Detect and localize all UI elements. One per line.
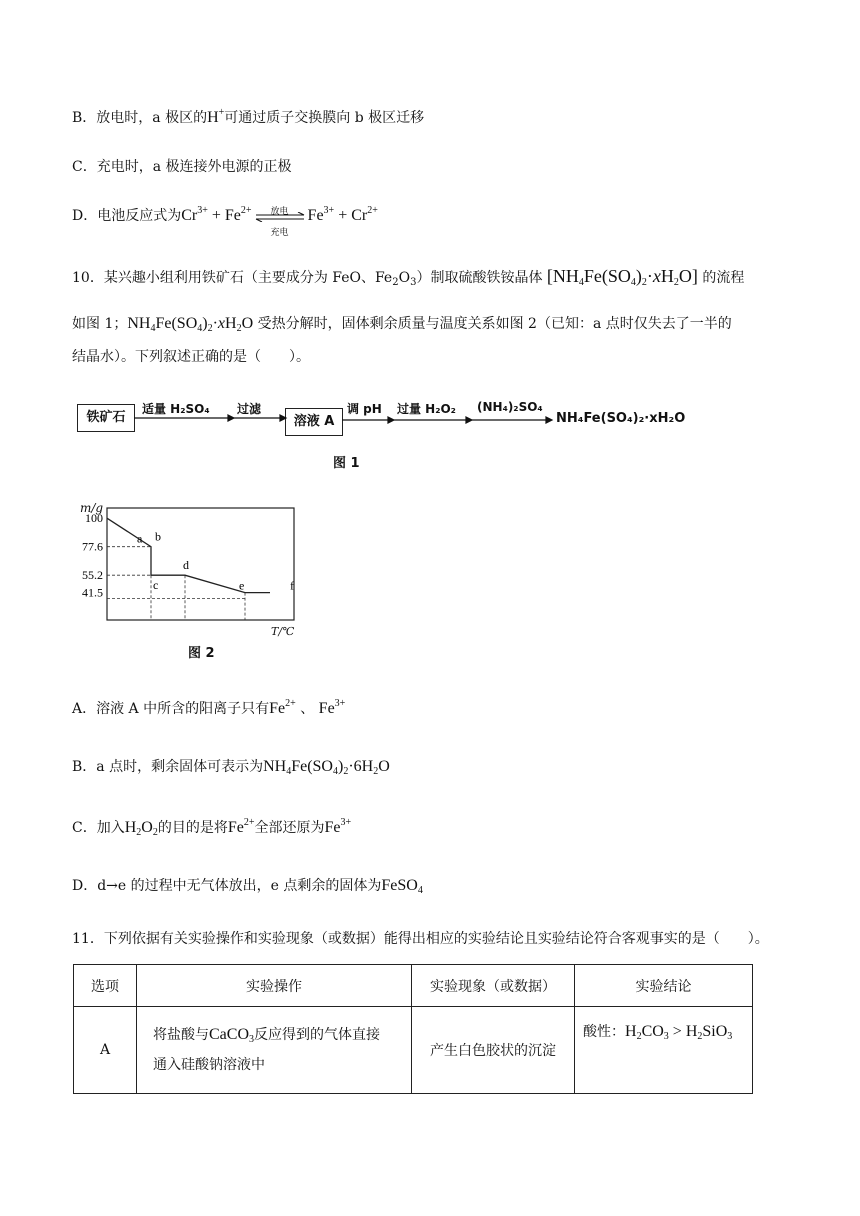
header-option: 选项 <box>74 965 137 1007</box>
mass-curve <box>107 518 270 592</box>
flow-step-ph: 调 pH <box>347 402 382 416</box>
flow-box-solution-a: 溶液 A <box>285 408 343 436</box>
formula-ammonium-iron-sulfate: $[NH_4Fe(SO_4)_2\cdot xH_2O]$ <box>546 266 698 288</box>
row-operation: 将盐酸与CaCO$_3$反应得到的气体直接 通入硅酸钠溶液中 <box>137 1007 412 1094</box>
q11-stem: 11．下列依据有关实验操作和实验现象（或数据）能得出相应的实验结论且实验结论符合客观事实的是（ ）。 <box>72 931 769 947</box>
figure-2-chart <box>70 490 310 670</box>
option-d-prev: D．电池反应式为$Cr^{3+} + Fe^{2+}$ 放电 充电 $Fe^{3+} + Cr^{2+}$ <box>72 205 378 238</box>
flow-box-ore: 铁矿石 <box>77 404 135 432</box>
reversible-arrow-icon: 放电 充电 <box>254 206 306 226</box>
figure-1-caption: 图 1 <box>333 456 360 471</box>
flow-step-h2o2: 过量 H₂O₂ <box>397 402 456 416</box>
q10-option-b: B．a 点时，剩余固体可表示为$NH_4Fe(SO_4)_2\cdot 6H_2O$ <box>72 758 390 777</box>
point-label-d: d <box>183 558 189 573</box>
row-option: A <box>74 1007 137 1094</box>
figure-2-caption: 图 2 <box>188 646 215 661</box>
point-label-c: c <box>153 578 159 593</box>
table-header-row <box>74 965 753 1007</box>
flow-arrows <box>0 0 860 460</box>
q11-table <box>73 964 753 1094</box>
option-b-prev: B．放电时，a 极区的H+可通过质子交换膜向 b 极区迁移 <box>72 107 425 126</box>
point-label-e: e <box>239 578 245 593</box>
h-ion: H+ <box>207 107 225 126</box>
q10-line1: 10．某兴趣小组利用铁矿石（主要成分为 FeO、$Fe_2O_3$）制取硫酸铁铵晶体 $[NH_4Fe(SO_4)_2\cdot xH_2O]$ 的流程 <box>72 266 745 288</box>
row-phenomenon: 产生白色胶状的沉淀 <box>412 1007 575 1094</box>
y-axis-label: m/g <box>80 501 104 515</box>
table-row <box>74 1007 753 1094</box>
point-label-b: b <box>155 529 161 544</box>
q10-line3: 结晶水）。下列叙述正确的是（ ）。 <box>72 349 310 365</box>
flow-step-acid: 适量 H₂SO₄ <box>142 402 210 416</box>
point-label-f: f <box>290 578 294 593</box>
q10-option-c: C．加入$H_2O_2$的目的是将$Fe^{2+}$全部还原为$Fe^{3+}$ <box>72 817 352 838</box>
q10-option-d: D．d→e 的过程中无气体放出，e 点剩余的固体为FeSO$_4$ <box>72 877 423 896</box>
y-tick-label: 100 <box>85 511 103 526</box>
y-tick-label: 77.6 <box>82 539 103 554</box>
x-axis-label: T/℃ <box>271 625 295 638</box>
q10-option-a: A．溶液 A 中所含的阳离子只有$Fe^{2+}$ 、 $Fe^{3+}$ <box>72 698 346 717</box>
y-tick-label: 41.5 <box>82 585 103 600</box>
flow-step-filter: 过滤 <box>237 402 262 416</box>
header-phenomenon: 实验现象（或数据） <box>412 965 575 1007</box>
header-operation: 实验操作 <box>137 965 412 1007</box>
header-conclusion: 实验结论 <box>575 965 753 1007</box>
point-label-a: a <box>137 531 143 546</box>
flow-step-ammonium-sulfate: (NH₄)₂SO₄ <box>477 400 543 414</box>
option-c-prev: C．充电时，a 极连接外电源的正极 <box>72 159 292 175</box>
y-tick-label: 55.2 <box>82 568 103 583</box>
flow-product: NH₄Fe(SO₄)₂·xH₂O <box>556 411 686 426</box>
q10-line2: 如图 1；$NH_4Fe(SO_4)_2\cdot xH_2O$ 受热分解时，固体剩余质量与温度关系如图 2（已知：a 点时仅失去了一半的 <box>72 315 732 334</box>
row-conclusion: 酸性：$H_2CO_3 > H_2SiO_3$ <box>575 1007 753 1094</box>
